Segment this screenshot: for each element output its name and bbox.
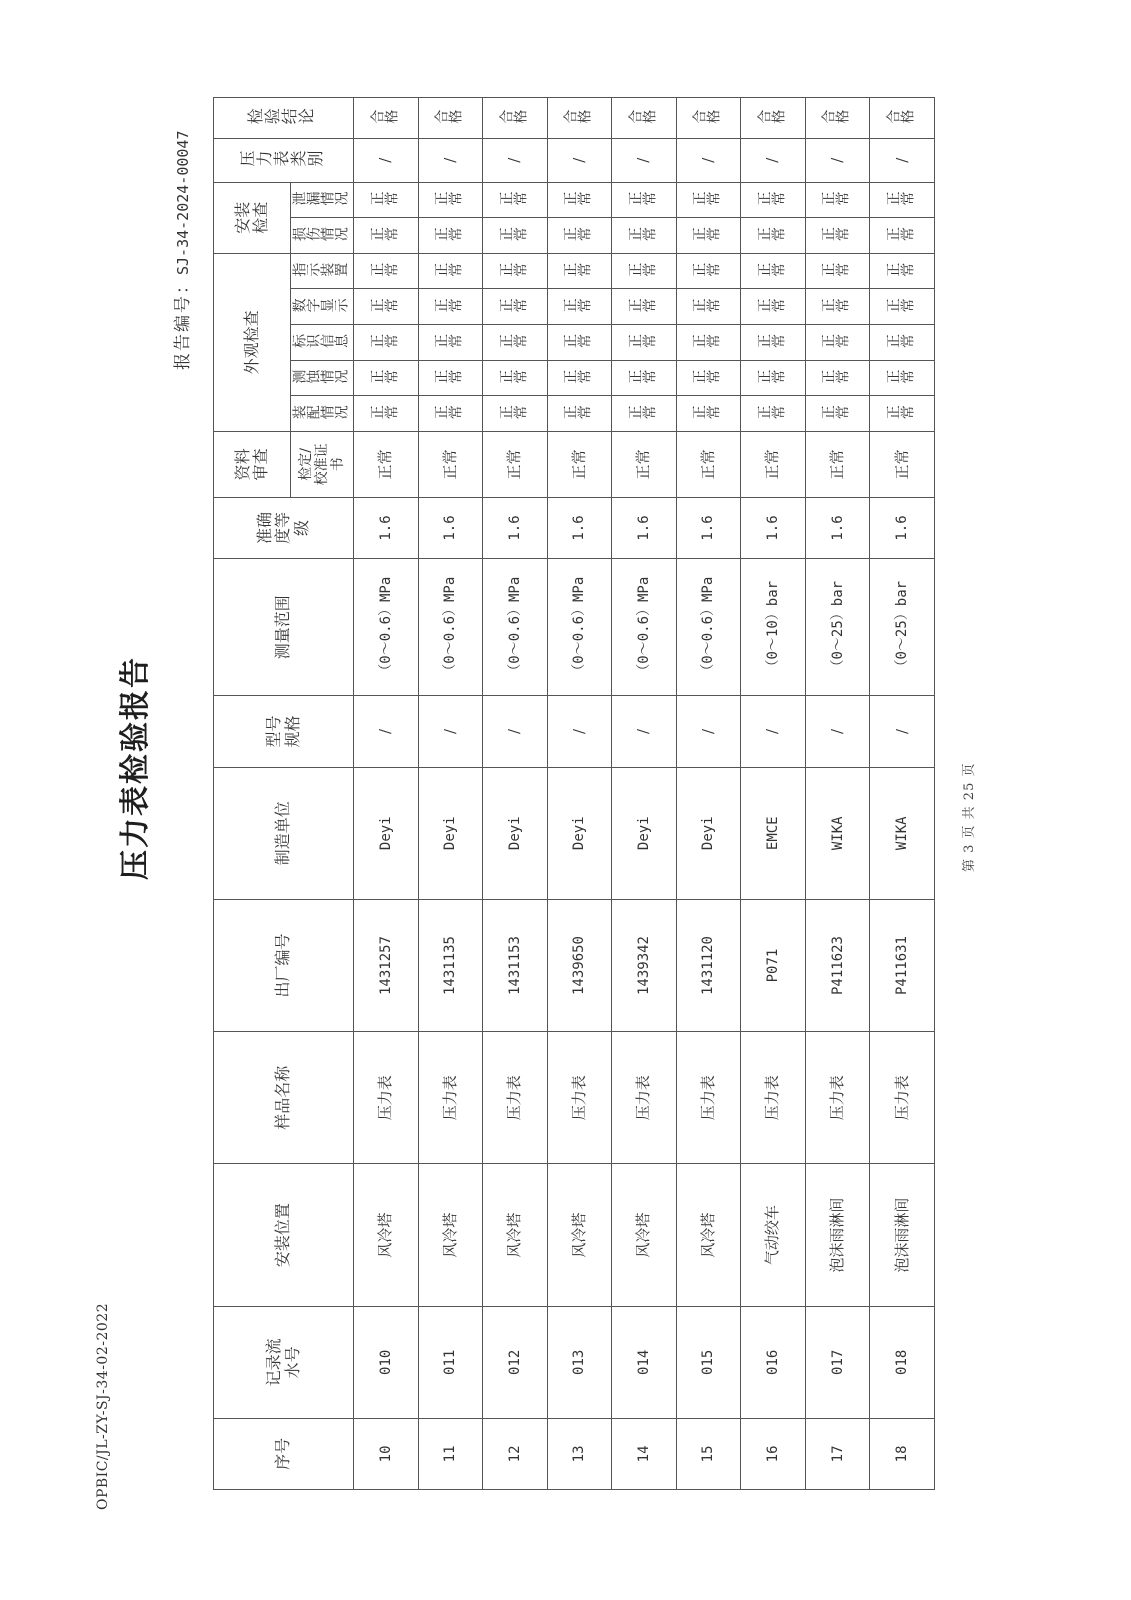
cell-seq: 10 bbox=[354, 1418, 419, 1489]
cell-location: 气动绞车 bbox=[741, 1164, 806, 1306]
cell-sample-name: 压力表 bbox=[547, 1032, 612, 1164]
cell-gauge-type: / bbox=[612, 138, 677, 182]
cell-gauge-type: / bbox=[418, 138, 483, 182]
cell-model: / bbox=[418, 696, 483, 767]
cell-accuracy: 1.6 bbox=[483, 497, 548, 558]
cell-range: （0～0.6）MPa bbox=[612, 559, 677, 696]
header-ins-damage: 损伤情况 bbox=[291, 218, 354, 254]
cell-conclusion: 合格 bbox=[805, 98, 870, 139]
cell-manufacturer: Deyi bbox=[418, 767, 483, 899]
cell-app-label: 正常 bbox=[805, 325, 870, 361]
cell-seq: 14 bbox=[612, 1418, 677, 1489]
cell-gauge-type: / bbox=[870, 138, 935, 182]
cell-gauge-type: / bbox=[805, 138, 870, 182]
cell-accuracy: 1.6 bbox=[676, 497, 741, 558]
cell-ins-damage: 正常 bbox=[418, 218, 483, 254]
cell-range: （0～25）bar bbox=[870, 559, 935, 696]
cell-conclusion: 合格 bbox=[741, 98, 806, 139]
cell-ins-leak: 正常 bbox=[870, 182, 935, 218]
cell-range: （0～0.6）MPa bbox=[418, 559, 483, 696]
cell-model: / bbox=[354, 696, 419, 767]
table-row bbox=[805, 98, 870, 1490]
cell-doc-cert: 正常 bbox=[354, 431, 419, 497]
table-row bbox=[483, 98, 548, 1490]
cell-seq: 16 bbox=[741, 1418, 806, 1489]
cell-doc-cert: 正常 bbox=[676, 431, 741, 497]
cell-app-label: 正常 bbox=[612, 325, 677, 361]
cell-doc-cert: 正常 bbox=[547, 431, 612, 497]
header-sample-name: 样品名称 bbox=[214, 1032, 354, 1164]
report-number-label: 报告编号： bbox=[173, 275, 193, 370]
cell-location: 风冷塔 bbox=[354, 1164, 419, 1306]
cell-model: / bbox=[870, 696, 935, 767]
page-footer: 第 3 页 共 25 页 bbox=[962, 762, 977, 872]
cell-ins-damage: 正常 bbox=[612, 218, 677, 254]
cell-app-label: 正常 bbox=[354, 325, 419, 361]
cell-app-label: 正常 bbox=[676, 325, 741, 361]
table-row bbox=[418, 98, 483, 1490]
cell-app-pointer: 正常 bbox=[870, 253, 935, 289]
cell-doc-cert: 正常 bbox=[741, 431, 806, 497]
cell-manufacturer: Deyi bbox=[547, 767, 612, 899]
cell-app-assembly: 正常 bbox=[676, 396, 741, 432]
cell-app-label: 正常 bbox=[741, 325, 806, 361]
cell-app-corrosion: 正常 bbox=[354, 360, 419, 396]
cell-accuracy: 1.6 bbox=[354, 497, 419, 558]
cell-doc-cert: 正常 bbox=[483, 431, 548, 497]
cell-ins-leak: 正常 bbox=[612, 182, 677, 218]
cell-gauge-type: / bbox=[741, 138, 806, 182]
cell-serial-no: P411623 bbox=[805, 899, 870, 1031]
cell-serial-no: 1431257 bbox=[354, 899, 419, 1031]
header-manufacturer: 制造单位 bbox=[214, 767, 354, 899]
cell-app-digital: 正常 bbox=[418, 289, 483, 325]
header-app-pointer: 指示装置 bbox=[291, 253, 354, 289]
cell-app-digital: 正常 bbox=[612, 289, 677, 325]
cell-conclusion: 合格 bbox=[547, 98, 612, 139]
cell-location: 风冷塔 bbox=[418, 1164, 483, 1306]
header-seq: 序号 bbox=[214, 1418, 354, 1489]
header-accuracy: 准确度等级 bbox=[214, 497, 354, 558]
cell-accuracy: 1.6 bbox=[547, 497, 612, 558]
cell-sample-name: 压力表 bbox=[676, 1032, 741, 1164]
header-conclusion: 检验结论 bbox=[214, 98, 354, 139]
cell-ins-damage: 正常 bbox=[805, 218, 870, 254]
cell-app-digital: 正常 bbox=[354, 289, 419, 325]
cell-serial-no: P411631 bbox=[870, 899, 935, 1031]
cell-location: 风冷塔 bbox=[676, 1164, 741, 1306]
cell-serial-no: P071 bbox=[741, 899, 806, 1031]
cell-range: （0～0.6）MPa bbox=[354, 559, 419, 696]
cell-app-label: 正常 bbox=[870, 325, 935, 361]
cell-accuracy: 1.6 bbox=[418, 497, 483, 558]
cell-record-no: 014 bbox=[612, 1306, 677, 1418]
cell-record-no: 018 bbox=[870, 1306, 935, 1418]
cell-location: 风冷塔 bbox=[612, 1164, 677, 1306]
cell-location: 风冷塔 bbox=[547, 1164, 612, 1306]
cell-model: / bbox=[483, 696, 548, 767]
cell-sample-name: 压力表 bbox=[483, 1032, 548, 1164]
header-record-no: 记录流水号 bbox=[214, 1306, 354, 1418]
cell-range: （0～25）bar bbox=[805, 559, 870, 696]
cell-serial-no: 1439342 bbox=[612, 899, 677, 1031]
cell-doc-cert: 正常 bbox=[870, 431, 935, 497]
cell-app-pointer: 正常 bbox=[612, 253, 677, 289]
cell-app-corrosion: 正常 bbox=[870, 360, 935, 396]
cell-serial-no: 1431135 bbox=[418, 899, 483, 1031]
cell-ins-damage: 正常 bbox=[676, 218, 741, 254]
cell-conclusion: 合格 bbox=[483, 98, 548, 139]
cell-app-digital: 正常 bbox=[483, 289, 548, 325]
cell-ins-leak: 正常 bbox=[418, 182, 483, 218]
cell-seq: 12 bbox=[483, 1418, 548, 1489]
cell-conclusion: 合格 bbox=[870, 98, 935, 139]
cell-gauge-type: / bbox=[547, 138, 612, 182]
cell-app-digital: 正常 bbox=[741, 289, 806, 325]
cell-range: （0～10）bar bbox=[741, 559, 806, 696]
cell-ins-leak: 正常 bbox=[805, 182, 870, 218]
cell-ins-damage: 正常 bbox=[483, 218, 548, 254]
cell-manufacturer: Deyi bbox=[676, 767, 741, 899]
header-install-check: 安装检查 bbox=[214, 182, 291, 253]
cell-app-corrosion: 正常 bbox=[418, 360, 483, 396]
cell-conclusion: 合格 bbox=[354, 98, 419, 139]
cell-manufacturer: Deyi bbox=[612, 767, 677, 899]
cell-range: （0～0.6）MPa bbox=[483, 559, 548, 696]
table-row bbox=[676, 98, 741, 1490]
header-gauge-type: 压力表类别 bbox=[214, 138, 354, 182]
cell-sample-name: 压力表 bbox=[418, 1032, 483, 1164]
cell-ins-damage: 正常 bbox=[741, 218, 806, 254]
cell-conclusion: 合格 bbox=[418, 98, 483, 139]
cell-app-assembly: 正常 bbox=[547, 396, 612, 432]
cell-doc-cert: 正常 bbox=[612, 431, 677, 497]
cell-accuracy: 1.6 bbox=[870, 497, 935, 558]
inspection-table bbox=[213, 97, 935, 1490]
header-ins-leak: 泄漏情况 bbox=[291, 182, 354, 218]
cell-app-corrosion: 正常 bbox=[612, 360, 677, 396]
cell-ins-damage: 正常 bbox=[547, 218, 612, 254]
cell-ins-leak: 正常 bbox=[483, 182, 548, 218]
cell-app-digital: 正常 bbox=[870, 289, 935, 325]
cell-location: 泡沫雨淋间 bbox=[870, 1164, 935, 1306]
report-title: 压力表检验报告 bbox=[118, 656, 153, 880]
cell-ins-leak: 正常 bbox=[741, 182, 806, 218]
table-row bbox=[612, 98, 677, 1490]
cell-range: （0～0.6）MPa bbox=[676, 559, 741, 696]
cell-serial-no: 1431153 bbox=[483, 899, 548, 1031]
cell-manufacturer: Deyi bbox=[354, 767, 419, 899]
header-appearance: 外观检查 bbox=[214, 253, 291, 431]
table-row bbox=[547, 98, 612, 1490]
header-app-corrosion: 测蚀情况 bbox=[291, 360, 354, 396]
cell-app-assembly: 正常 bbox=[354, 396, 419, 432]
cell-app-assembly: 正常 bbox=[612, 396, 677, 432]
cell-app-digital: 正常 bbox=[805, 289, 870, 325]
cell-app-pointer: 正常 bbox=[483, 253, 548, 289]
cell-manufacturer: WIKA bbox=[805, 767, 870, 899]
header-app-assembly: 装配情况 bbox=[291, 396, 354, 432]
cell-record-no: 017 bbox=[805, 1306, 870, 1418]
cell-app-assembly: 正常 bbox=[870, 396, 935, 432]
cell-ins-damage: 正常 bbox=[870, 218, 935, 254]
cell-sample-name: 压力表 bbox=[612, 1032, 677, 1164]
cell-app-pointer: 正常 bbox=[418, 253, 483, 289]
cell-app-label: 正常 bbox=[418, 325, 483, 361]
table-row bbox=[354, 98, 419, 1490]
cell-app-assembly: 正常 bbox=[741, 396, 806, 432]
table-row bbox=[870, 98, 935, 1490]
cell-gauge-type: / bbox=[354, 138, 419, 182]
cell-manufacturer: WIKA bbox=[870, 767, 935, 899]
cell-sample-name: 压力表 bbox=[870, 1032, 935, 1164]
cell-serial-no: 1439650 bbox=[547, 899, 612, 1031]
cell-app-corrosion: 正常 bbox=[676, 360, 741, 396]
cell-record-no: 012 bbox=[483, 1306, 548, 1418]
cell-accuracy: 1.6 bbox=[741, 497, 806, 558]
report-number bbox=[168, 131, 193, 371]
cell-serial-no: 1431120 bbox=[676, 899, 741, 1031]
header-model: 型号规格 bbox=[214, 696, 354, 767]
cell-app-digital: 正常 bbox=[676, 289, 741, 325]
cell-record-no: 011 bbox=[418, 1306, 483, 1418]
cell-app-corrosion: 正常 bbox=[483, 360, 548, 396]
cell-conclusion: 合格 bbox=[676, 98, 741, 139]
cell-gauge-type: / bbox=[483, 138, 548, 182]
cell-app-pointer: 正常 bbox=[354, 253, 419, 289]
header-location: 安装位置 bbox=[214, 1164, 354, 1306]
cell-ins-leak: 正常 bbox=[676, 182, 741, 218]
header-doc-review: 资料审查 bbox=[214, 431, 291, 497]
header-range: 测量范围 bbox=[214, 559, 354, 696]
cell-seq: 13 bbox=[547, 1418, 612, 1489]
cell-app-label: 正常 bbox=[483, 325, 548, 361]
table-row bbox=[741, 98, 806, 1490]
cell-app-pointer: 正常 bbox=[741, 253, 806, 289]
cell-app-pointer: 正常 bbox=[547, 253, 612, 289]
cell-app-assembly: 正常 bbox=[418, 396, 483, 432]
cell-gauge-type: / bbox=[676, 138, 741, 182]
table-body bbox=[354, 98, 935, 1490]
cell-model: / bbox=[741, 696, 806, 767]
cell-sample-name: 压力表 bbox=[805, 1032, 870, 1164]
cell-location: 风冷塔 bbox=[483, 1164, 548, 1306]
header-serial-no: 出厂编号 bbox=[214, 899, 354, 1031]
cell-sample-name: 压力表 bbox=[354, 1032, 419, 1164]
cell-record-no: 015 bbox=[676, 1306, 741, 1418]
cell-accuracy: 1.6 bbox=[805, 497, 870, 558]
cell-doc-cert: 正常 bbox=[805, 431, 870, 497]
cell-seq: 17 bbox=[805, 1418, 870, 1489]
cell-model: / bbox=[676, 696, 741, 767]
cell-model: / bbox=[547, 696, 612, 767]
cell-app-pointer: 正常 bbox=[676, 253, 741, 289]
cell-app-assembly: 正常 bbox=[805, 396, 870, 432]
header-app-label: 标识信息 bbox=[291, 325, 354, 361]
cell-model: / bbox=[612, 696, 677, 767]
cell-app-digital: 正常 bbox=[547, 289, 612, 325]
cell-record-no: 013 bbox=[547, 1306, 612, 1418]
cell-ins-leak: 正常 bbox=[547, 182, 612, 218]
cell-ins-damage: 正常 bbox=[354, 218, 419, 254]
cell-record-no: 010 bbox=[354, 1306, 419, 1418]
cell-model: / bbox=[805, 696, 870, 767]
cell-doc-cert: 正常 bbox=[418, 431, 483, 497]
cell-conclusion: 合格 bbox=[612, 98, 677, 139]
cell-app-label: 正常 bbox=[547, 325, 612, 361]
cell-seq: 11 bbox=[418, 1418, 483, 1489]
cell-seq: 18 bbox=[870, 1418, 935, 1489]
cell-app-corrosion: 正常 bbox=[741, 360, 806, 396]
report-number-value: SJ-34-2024-00047 bbox=[174, 130, 192, 275]
cell-manufacturer: EMCE bbox=[741, 767, 806, 899]
cell-sample-name: 压力表 bbox=[741, 1032, 806, 1164]
cell-location: 泡沫雨淋间 bbox=[805, 1164, 870, 1306]
cell-app-assembly: 正常 bbox=[483, 396, 548, 432]
cell-ins-leak: 正常 bbox=[354, 182, 419, 218]
cell-app-corrosion: 正常 bbox=[805, 360, 870, 396]
form-code: OPBIC/JL-ZY-SJ-34-02-2022 bbox=[95, 1302, 111, 1510]
cell-record-no: 016 bbox=[741, 1306, 806, 1418]
header-row-1 bbox=[214, 98, 291, 1490]
cell-accuracy: 1.6 bbox=[612, 497, 677, 558]
cell-app-corrosion: 正常 bbox=[547, 360, 612, 396]
header-app-digital: 数字显示 bbox=[291, 289, 354, 325]
cell-seq: 15 bbox=[676, 1418, 741, 1489]
cell-range: （0～0.6）MPa bbox=[547, 559, 612, 696]
header-doc-cert: 检定/校准证书 bbox=[291, 431, 354, 497]
cell-app-pointer: 正常 bbox=[805, 253, 870, 289]
cell-manufacturer: Deyi bbox=[483, 767, 548, 899]
